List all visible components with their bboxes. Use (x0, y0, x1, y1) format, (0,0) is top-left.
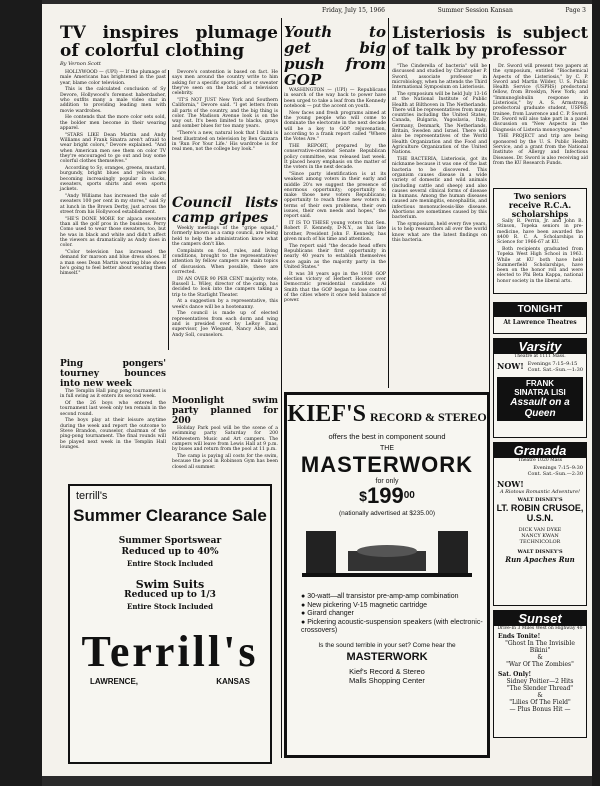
article-headline: Youth to get big push from GOP (284, 23, 386, 89)
terrills-logo: Terrill's (81, 627, 259, 676)
star-line: SINATRA LISI (514, 388, 566, 397)
feature-item: ● New pickering V-15 magnetic cartridge (301, 601, 428, 609)
article-tv-col1 (60, 70, 166, 278)
kiefs-model: MASTERWORK (300, 452, 474, 477)
price-value: 199 (366, 483, 404, 508)
article-byline: By Vernon Scott (60, 61, 101, 67)
film-line: "Lilies Of The Field" (509, 699, 571, 706)
turntable-platter (357, 545, 417, 557)
time-line: Cont. Sat.–Sun.—1:30 (527, 367, 583, 373)
price-cents: 00 (403, 490, 415, 501)
paragraph: Of the 26 boys who entered the tournament last week only ten remain in the second round. (60, 401, 166, 417)
varsity-times (494, 359, 586, 375)
paragraph: "The Cinderella of bacteria" will be discussed and studied by Christopher P. Sword, associate professor in microbiology, when he attends the Third International Symposium on Listeriosis. (392, 64, 487, 91)
granada-cast (494, 527, 586, 545)
film-line: "War Of The Zombies" (506, 661, 574, 668)
article-headline: TV inspires plumage of colorful clothing (60, 23, 278, 61)
newspaper-page (42, 4, 592, 776)
time-line: Evenings 7:15–9:30 (533, 465, 583, 471)
paragraph: He contends that the more color sets sold, the bolder men become in their wearing apparel. (60, 115, 166, 131)
sale-line: Entire Stock Included (126, 559, 214, 568)
sale-swim (70, 579, 270, 612)
paragraph: IN AN OVER 90 PER CENT majority vote, Russell L. Wiley, director of the camp, has decided to look into the campers taking a trip to the Starlight Theater. (172, 276, 278, 298)
article-headline: Moonlight swim party planned for 200 (172, 396, 278, 426)
page-header (322, 4, 586, 16)
article-moonlight-swim (172, 396, 278, 471)
left-page-margin (0, 0, 42, 786)
terrills-ad (68, 484, 272, 764)
kiefs-for-only: for only (375, 478, 399, 485)
paragraph: Weekly meetings of the "gripe squad," formerly known as a camp council, are being held to help the administration know what the campers don't like. (172, 226, 278, 247)
star-line: FRANK (526, 379, 554, 388)
paragraph: HOLLYWOOD — (UPI) — If the plumage of male Americans has brightened in the past year, blame color television. (60, 70, 166, 86)
varsity-name: Varsity (494, 339, 586, 354)
varsity-now: NOW! (497, 361, 524, 371)
sale-line: Reduced up to 40% (121, 547, 219, 557)
paragraph: "HE'S DONE MORE for alpaca sweaters than all the golf pros in the business. Perry Como used to wear those sweaters, too, but he was in black and white and didn't affect the viewers as dramatically as Andy does in color. (60, 216, 166, 249)
kiefs-ad (284, 392, 490, 758)
paragraph: The symposium, held every five years, is to help researchers all over the world know what are the latest findings on this bacteria. (392, 222, 487, 243)
granada-film: LT. ROBIN CRUSOE, U.S.N. (496, 503, 584, 523)
kiefs-advertised: (nationally advertised at $235.00) (338, 510, 436, 517)
paragraph: THE PROJECT and trip are being sponsored by the U. S. Public Health Service, and a grant from the National Institute of Allergy and Infectious Diseases. Dr. Sword is also receiving aid from the KU Research Funds. (493, 134, 588, 166)
paragraph: WASHINGTON — (UPI) — Republicans in search of the way back to power have been urged to take a leaf from the Kennedy notebook — put the accent on youth. (284, 88, 386, 109)
shelf (302, 573, 472, 577)
feature-item: ● Pickering acoustic-suspension speakers (with electronic-crossovers) (301, 618, 483, 634)
sale-line: Swim Suits (135, 578, 205, 591)
paragraph: Complaints on food, rules, and living conditions, brought to the representatives' attention by fellow campers are main topics of discussion. When possible, these are corrected. (172, 248, 278, 275)
varsity-star (497, 377, 583, 421)
price-dollar: $ (359, 488, 367, 504)
kiefs-model2: MASTERWORK (346, 650, 428, 663)
column-rule (168, 70, 169, 350)
paragraph: The symposium will be held July 13-16 at the National Institute of Public Health at Bilthoven in The Netherlands. There will be representatives from many countries including the United States, Canada, Bulgaria, Yugoslavia, Italy, Germany, Denmark, The Netherlands, Britain, Sweden and Israel. There will also be representatives of the World Health Organization and the Food and Agriculture Organization of the United Nations. (392, 91, 487, 156)
terrills-location (90, 677, 250, 686)
granada-name: Granada (494, 443, 586, 458)
tonight-label: TONIGHT (494, 303, 586, 317)
header-paper: Summer Session Kansan (437, 6, 513, 14)
article-headline: Council lists camp gripes (172, 195, 278, 226)
feature-text: Girard changer (307, 610, 354, 617)
kiefs-the: THE (380, 445, 394, 452)
paragraph: Dr. Sword will present two papers at the symposium, entitled "Biochemical Aspects of the Listeriosis," by C. P. Sword and Martin Wilder, U. S. Public Health Service (USPHS) predoctoral fellow, from Brooklyn, New York; and "Immunoglobulin response in Listeriosis," by A. S. Armstrong, predoctoral graduate student, USPHS trainee, from Lawrence and C. P. Sword. Dr. Sword will also take part in a panel discussion on "New Aspects in the Diagnosis of Listeria monocytogenes." (493, 64, 588, 133)
time-line: Cont. Sat.–Sun.—2:30 (527, 471, 583, 477)
color-line: TECHNICOLOR (519, 539, 561, 545)
kiefs-header (287, 401, 487, 428)
granada-studio: WALT DISNEY'S (517, 497, 563, 503)
kiefs-tagline: offers the best in component sound (328, 432, 446, 441)
sunset-ends: Ends Tonite! (498, 633, 541, 640)
kiefs-name: KIEF'S (287, 401, 366, 427)
film-line: "Ghost In The Invisible Bikini" (505, 640, 575, 654)
article-rca (497, 192, 583, 286)
cast-line: DICK VAN DYKE (518, 527, 562, 533)
article-youth-gop (284, 24, 386, 305)
paragraph: Holiday Park pool will be the scene of a swimming party Saturday for 200 Midwestern Music and Art campers. The campers will leave from Lewis Hall at 9 p.m. by buses and return from the pool at 11 p.m. (172, 426, 278, 453)
stereo-illustration (292, 523, 482, 589)
article-headline: Two seniors receive R.C.A. scholarships (508, 191, 572, 219)
granada-ad (493, 442, 587, 606)
sale-line: Summer Sportswear (118, 536, 222, 546)
sunset-sat: Sat. Only! (498, 671, 532, 678)
paragraph: It was 38 years ago in the 1928 GOP election victory of Herbert Hoover over Democratic presidential candidate Al Smith that the GOP began to lose control of the cities where it once held balance of power. (284, 271, 386, 304)
granada-promo: A Riotous Romantic Adventure! (499, 489, 581, 495)
paragraph: At a suggestion by a representative, this week's dance will be a hootenanny. (172, 299, 278, 310)
column-rule (281, 18, 282, 758)
city-left: LAWRENCE, (90, 677, 138, 686)
granada-reissue: WALT DISNEY'S (517, 549, 563, 555)
header-date: Friday, July 15, 1966 (322, 6, 385, 14)
kiefs-features (301, 593, 487, 636)
time-line: Evenings 7:15–9:15 (527, 361, 578, 367)
paragraph: The Templin Hall ping pong tournament is in full swing as it enters its second week. (60, 389, 166, 400)
paragraph: "IT'S NOT JUST New York and Southern California," Devore said. "I get letters from all parts of the country, and the big thing is color. The Madison Avenue look is on the way out. It's been limited to blacks, grays and somber blues for too many years. (172, 97, 278, 130)
article-rca-box (493, 188, 587, 294)
paragraph: "Andy Williams has increased the sale of sweaters 100 per cent in my stores," said Sy at lunch in the Brown Derby, just across the street from his Hollywood establishment. (60, 194, 166, 215)
paragraph: The camp is paying all costs for the swim, because the pool in Robinson Gym has been closed all summer. (172, 453, 278, 470)
paragraph: THE REPORT, prepared by the conservative-oriented Senate Republican policy committee, was released last week. It placed heavy emphasis on the matter of the voters in the next decade. (284, 143, 386, 171)
paragraph: The council is made up of elected representatives from each dorm and wing and is presided over by LeRoy Enas, supervisor, Joe Wiegand, Nancy Able, and Andy Soll, counselors. (172, 311, 278, 338)
feature-text: Pickering acoustic-suspension speakers (with electronic-crossovers) (301, 618, 483, 634)
column-rule (489, 64, 490, 754)
paragraph: The boys play at their leisure anytime during the week and report the outcome to Steve Brandon, counselor, chairman of the ping-pong tournament. The final rounds will be played next week in the Templin Hall lounges. (60, 418, 166, 450)
feature-item: ● Girard changer (301, 610, 354, 617)
varsity-time-block (528, 361, 583, 373)
sunset-ad (493, 610, 587, 738)
article-tv-col2 (172, 70, 278, 154)
paragraph: New faces and fresh programs aimed at the young people who will come to dominate the electorate in the next decade will be a key to GOP rejuvenation, according to a frank report called "Where the Votes Are." (284, 110, 386, 143)
article-tv-plumage (60, 24, 278, 69)
paragraph: THE BACTERIA, Listeriosis, got its nickname because it was one of the last bacteria to be discovered. This organism causes disease in a wide variety of domestic and wild animals (including cattle and sheep) and also causes several clinical forms of disease in humans. Among the human diseases caused are meningitis, encephalitis, and infectious mononucleosis-like disease. Abortions are sometimes caused by this bacterium. (392, 157, 487, 221)
granada-sub: Theatre 1020 Mass (517, 458, 563, 463)
sale-line: Reduced up to 1/3 (124, 590, 216, 600)
paragraph: The report said "the decade head offers Republicans their first opportunity in nearly 40 years to establish themselves once again as the majority party in the United States." (284, 243, 386, 270)
sunset-listings (494, 631, 586, 715)
sale-title: Summer Clearance Sale (73, 506, 267, 525)
article-council (172, 196, 278, 339)
paragraph: "Since party identification is at its weakest among voters in their early and middle 20's we suggest the presence of enormous opportunity; opportunity to make those new voters Republicans; opportunity to reach these new voters in terms of their own problems, their own issues, their own needs and hopes," the report said. (284, 171, 386, 220)
paragraph: This is the calculated conclusion of Sy Devore, Hollywood's foremost haberdasher, who outfits many a male video star in addition to providing leading men with movie wardrobes. (60, 87, 166, 114)
paragraph: "There's a new, natural look that I think is best illustrated on television by Ben Gazzara in 'Run For Your Life.' His wardrobe is for real men, not the college boy look." (172, 131, 278, 153)
header-page: Page 3 (565, 6, 586, 14)
cast-line: NANCY KWAN (521, 533, 559, 539)
article-listeriosis-col2 (493, 64, 588, 168)
paragraph: "Color television has increased the demand for maroon and blue dress shoes. If a man sees Dean Martin wearing blue shoes he's going to feel better about wearing them himself." (60, 250, 166, 277)
article-headline: Ping pongers' tourney bounces into new week (60, 359, 166, 389)
sale-sportswear (70, 536, 270, 569)
feature-text: New pickering V-15 magnetic cartridge (307, 601, 428, 609)
speaker-left (306, 531, 336, 573)
feature-text: 30-watt—all transistor pre-amp-amp combination (307, 593, 459, 600)
article-headline: Listeriosis is subject of talk by professor (392, 23, 588, 59)
film-line: Sidney Poitier—2 Hits (506, 678, 574, 685)
film-line: & (537, 692, 543, 699)
film-line: — Plus Bonus Hit — (509, 706, 571, 713)
paragraph: Sally B. Perrin, Jr. and John B. Stinson, Topeka seniors in pre-medicine, have been awarded the $400 R. C. A. Scholarships in Science for 1966-67 at KU. (497, 219, 583, 246)
granada-extra: Run Apaches Run (505, 555, 575, 564)
sunset-name: Sunset (494, 611, 586, 626)
granada-now: NOW! (497, 479, 524, 489)
tonight-banner (493, 302, 587, 334)
tonight-sub: At Lawrence Theatres (503, 319, 577, 326)
kiefs-address: Malls Shopping Center (349, 675, 425, 685)
article-listeriosis-col1 (392, 64, 487, 245)
paragraph: IT IS TO THESE young voters that Sen. Robert F. Kennedy, D-N.Y., as his late brother, President John F. Kennedy, has given much of his time and attention. (284, 221, 386, 243)
city-right: KANSAS (216, 677, 250, 686)
sunset-sub: Drive-In 3 Miles West on Highway 40 (497, 626, 583, 631)
paragraph: Both recipients graduated from Topeka West High School in 1963. While at KU both have held Summerfield Scholarships, have been on the honor roll and were elected to Phi Beta Kappa, national honor society in the liberal arts. (497, 246, 583, 284)
terrills-brand: terrill's (76, 490, 108, 502)
speaker-right (438, 531, 468, 573)
granada-times (494, 463, 586, 479)
film-line: & (537, 654, 543, 661)
paragraph: Devore's contention is based on fact. He says men around the country write to him asking for a specific sports jacket or sweater they've seen on the back of a television celebrity. (172, 70, 278, 97)
varsity-sub: Theatre at 1111 Mass. (514, 354, 566, 359)
varsity-film: Assault on a Queen (510, 397, 570, 419)
film-line: "The Slender Thread" (506, 685, 574, 692)
right-page-margin (592, 0, 600, 786)
kiefs-question: Is the sound terrible in your set? Come hear the (318, 641, 456, 649)
kiefs-price (287, 485, 487, 510)
article-ping-pong (60, 359, 166, 452)
feature-item: ● 30-watt—all transistor pre-amp-amp combination (301, 593, 459, 600)
kiefs-name2: RECORD & STEREO (370, 410, 487, 424)
article-listeriosis (392, 24, 588, 58)
sale-line: Entire Stock Included (126, 602, 214, 611)
paragraph: According to Sy, oranges, greens, mustard, burgundy, bright blues and yellows are becoming increasingly popular in slacks, sweaters, sports shirts and even sports jackets. (60, 166, 166, 193)
column-rule (388, 18, 389, 388)
paragraph: "STARS LIKE Dean Martin and Andy Williams and Frank Sinatra aren't afraid to wear bright colors," Devore explained. "And when American men see them on color TV they're encouraged to go out and buy some colorful clothes themselves." (60, 132, 166, 165)
varsity-ad (493, 338, 587, 438)
kiefs-address-name: Kief's Record & Stereo (349, 666, 425, 676)
